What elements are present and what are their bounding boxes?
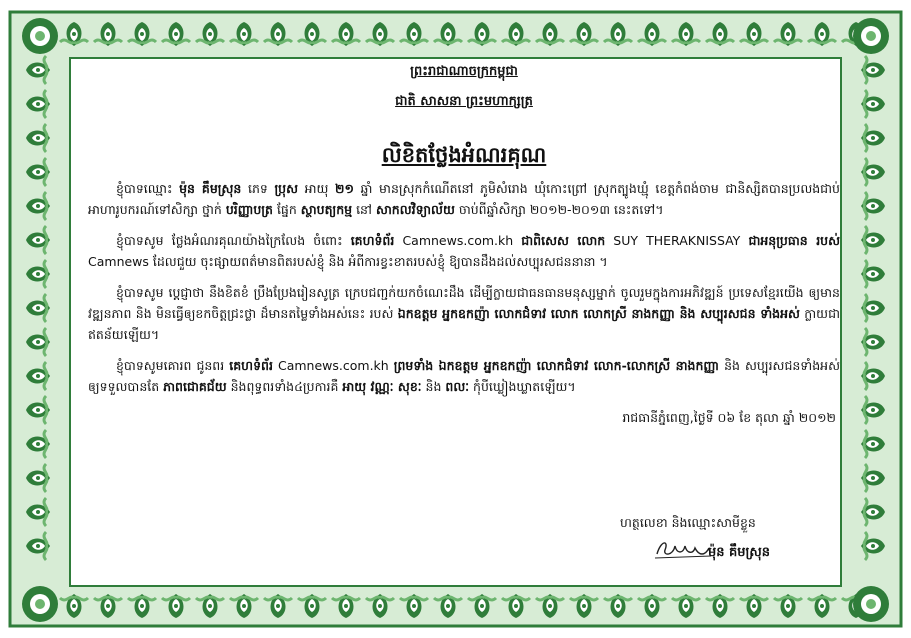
paragraph-3 xyxy=(88,282,840,345)
paragraph-2-run: ជាអនុប្រធាន របស់ xyxy=(748,233,841,248)
paragraph-1-run: ភេទ xyxy=(241,181,275,196)
paragraph-1-run: នៅ xyxy=(352,202,376,217)
paragraph-3-run: ក្លាយជាឥតន័យឡើយ។ xyxy=(88,306,840,342)
paragraph-1-run: ប្រុស xyxy=(274,181,298,196)
paragraph-4-run: ពលៈ xyxy=(445,379,470,394)
paragraph-4 xyxy=(88,355,840,397)
paragraph-4-run: និង xyxy=(421,379,446,394)
paragraph-2 xyxy=(88,230,840,272)
handwritten-signature-icon xyxy=(653,534,713,564)
paragraph-1-run: អាយុ xyxy=(298,181,336,196)
paragraph-2-run: Camnews ដែលជួយ ចុះផ្សាយពត៌មានពិតរបស់ខ្ញុំ និង អំពីការខ្វះខាតរបស់ខ្ញុំ ឱ្យបានដឹងដល់សប្បុរសជននានា ។ xyxy=(88,254,608,269)
paragraph-1-run: ២១ xyxy=(335,181,354,196)
dateline: រាជធានីភ្នំពេញ,ថ្ងៃទី ០៦ ខែ តុលា ឆ្នាំ ២០១២ xyxy=(622,410,836,425)
paragraph-1 xyxy=(88,178,840,220)
paragraph-2-run: ជាពិសេស លោក xyxy=(521,233,606,248)
paragraph-4-run: និងពុទ្ធពរទាំង៤ប្រការគឺ xyxy=(226,379,343,394)
paragraph-3-run: ខ្ញុំបាទសូម ប្តេជ្ញាថា នឹងខិតខំ ប្រឹងប្រែងរៀនសូត្រ ក្រេបជញ្ជក់យកចំណេះដឹង ដើម្បីក្លាយជាធនធានមនុស្សម្នាក់ ចូលរួមក្នុងការអភិវឌ្ឍន៍ ប្រទេសខ្មែរយើង ឲ្យមានវឌ្ឍនភាព និង មិនធ្វើឲ្យខកចិត្តជ្រះថ្លា ដ៏មានតម្លៃទាំងអស់នេះ របស់ xyxy=(88,285,840,321)
paragraph-1-run: ចាប់ពីឆ្នាំសិក្សា ២០១២-២០១៣ នេះតទៅ។ xyxy=(454,202,664,217)
paragraph-1-run: ផ្នែក xyxy=(272,202,301,217)
paragraph-2-run: គេហទំព័រ xyxy=(350,233,395,248)
paragraph-4-run: Camnews.com.kh xyxy=(272,358,394,373)
paragraph-1-run: ម៉ុន គឹមស្រុន xyxy=(179,181,242,196)
paragraph-2-run: Camnews.com.kh xyxy=(394,233,522,248)
paragraph-4-run: ភាពជោគជ័យ xyxy=(163,379,227,394)
paragraph-4-run: កុំបីឃ្លៀងឃ្លាតឡើយ។ xyxy=(469,379,576,394)
paragraph-4-run: អាយុ វណ្ណៈ សុខៈ xyxy=(342,379,422,394)
paragraph-1-run: ខ្ញុំបាទឈ្មោះ xyxy=(116,181,180,196)
letter-title: លិខិតថ្លែងអំណរគុណ xyxy=(381,143,547,167)
header-line-2: ជាតិ សាសនា ព្រះមហាក្សត្រ xyxy=(395,94,533,109)
paragraph-4-run: ព្រមទាំង ឯកឧត្តម អ្នកឧកញ៉ា លោកជំទាវ លោក-លោកស្រី នាងកញ្ញា xyxy=(393,358,720,373)
paragraph-1-run: បរិញ្ញាបត្រ xyxy=(225,202,273,217)
paragraph-1-run: សាកលវិទ្យាល័យ xyxy=(375,202,455,217)
paragraph-3-run: ឯកឧត្តម អ្នកឧកញ៉ា លោកជំទាវ លោក លោកស្រី នាងកញ្ញា និង សប្បុរសជន ទាំងអស់ xyxy=(397,306,800,321)
paragraph-2-run: ខ្ញុំបាទសូម ថ្លែងអំណរគុណយ៉ាងក្រៃលែង ចំពោះ xyxy=(116,233,351,248)
paragraph-4-run: គេហទំព័រ xyxy=(229,358,273,373)
paragraph-4-run: ខ្ញុំបាទសូមគោរព ជូនពរ xyxy=(116,358,230,373)
paragraph-1-run: ស្ថាបត្យកម្ម xyxy=(300,202,353,217)
paragraph-2-run: SUY THERAKNISSAY xyxy=(605,233,749,248)
header-line-1: ព្រះរាជាណាចក្រកម្ពុជា xyxy=(410,64,518,79)
paragraph-4-run: និង សប្បុរសជនទាំងអស់ ឲ្យទទួលបានតែ xyxy=(88,358,840,394)
letter-body xyxy=(88,62,840,582)
signature-label: ហត្ថលេខា និងឈ្មោះសាមីខ្លួន xyxy=(620,515,756,530)
signer-name: ម៉ុន គឹមស្រុន xyxy=(708,545,771,560)
paragraph-1-run: ឆ្នាំ មានស្រុកកំណើតនៅ ភូមិសំរោង ឃុំកោះព្រៅ ស្រុកត្បូងឃ្មុំ ខេត្តកំពង់ចាម ជានិស្សិតបានប្រលងជាប់អាហារូបករណ៍ទៅសិក្សា ថ្នាក់ xyxy=(88,181,840,217)
